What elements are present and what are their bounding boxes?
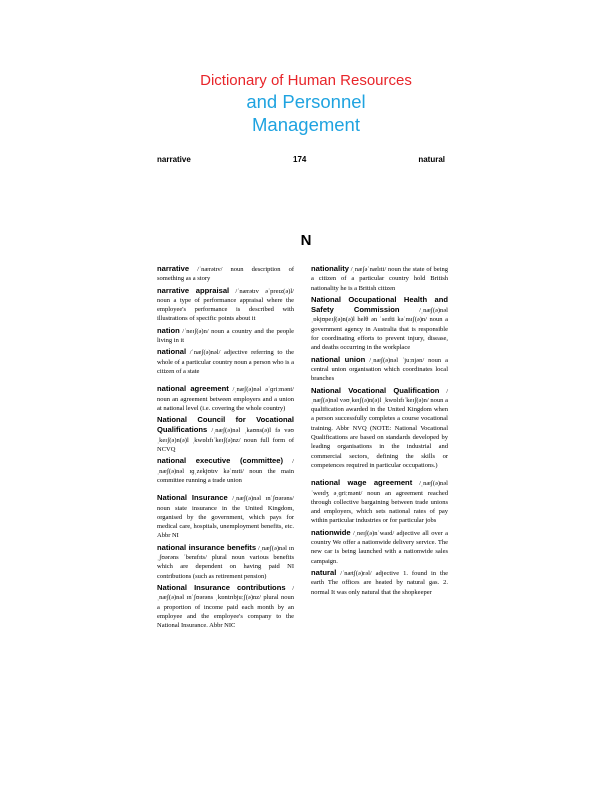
title-line-1: Dictionary of Human Resources bbox=[200, 72, 412, 89]
dictionary-entry bbox=[311, 478, 448, 525]
entry-headword: national union bbox=[311, 354, 366, 364]
entry-definition: /ˌnæʃəˈnælɪti/ noun the state of being a citizen of a particular country hold British nationality he is a British citizen bbox=[311, 266, 448, 292]
entry-headword: National Insurance contributions bbox=[157, 582, 286, 592]
entry-definition: /ˌnæʃ(ə)nəl ɪɡˌzekjʊtɪv kəˈmɪti/ noun the main committee running a trade union bbox=[157, 458, 294, 484]
dictionary-entry bbox=[157, 583, 294, 630]
dictionary-entry bbox=[157, 543, 294, 581]
entry-definition: /ˈnætʃ(ə)rəl/ adjective 1. found in the earth The offices are heated by natural gas. 2. normal It was only natural that the shopkeeper bbox=[311, 569, 448, 596]
dictionary-entry bbox=[311, 355, 448, 384]
entry-definition: /ˌnæʃ(ə)nəl vəʊˌkeɪʃ(ə)n(ə)l ˌkwɒlɪfɪˈkeɪʃ(ə)n/ noun a qualification awarded in the United Kingdom when a person successfully completes a course vocational training. Abbr NVQ (NOTE: National Vocational Qualifications are based on standards developed by leading organisations in the industrial and commercial sectors, defining the skills or competences required in particular occupations.) bbox=[311, 387, 448, 469]
entry-headword: national agreement bbox=[157, 384, 229, 394]
dictionary-entry bbox=[157, 286, 294, 324]
right-column bbox=[311, 264, 448, 599]
dictionary-entry bbox=[157, 264, 294, 284]
dictionary-entry bbox=[157, 347, 294, 376]
page-number: 174 bbox=[293, 155, 307, 164]
entry-headword: national bbox=[157, 347, 187, 357]
book-title bbox=[0, 72, 612, 136]
dictionary-entry bbox=[311, 568, 448, 597]
entry-definition: /ˌnæʃ(ə)nəl ˈjuːnjən/ noun a central union organisation which coordinates local branches bbox=[311, 356, 448, 383]
running-header bbox=[157, 155, 445, 167]
entry-definition: /ˌneɪʃ(ə)nˈwaɪd/ adjective all over a country We offer a nationwide delivery service. The new car is being launched with a nationwide sales campaign. bbox=[311, 529, 448, 565]
entry-definition: /ˌnæʃ(ə)nəl ˌɒkjʊpeɪʃ(ə)n(ə)l helθ ən ˈseɪfti kəˈmɪʃ(ə)n/ noun a government agency in Australia that is responsible for coordinating efforts to prevent injury, disease, and deaths occurring in the workplace bbox=[311, 307, 448, 352]
dictionary-entry bbox=[311, 264, 448, 293]
dictionary-entry bbox=[157, 415, 294, 454]
entry-headword: narrative appraisal bbox=[157, 285, 230, 295]
entry-definition: /ˌnæʃ(ə)nəl ɪnˌʃʊərəns ˈbenɪfɪts/ plural noun various benefits which are dependent on having paid NI contributions (such as retirement pension) bbox=[157, 544, 294, 580]
entry-definition: /ˈneɪʃ(ə)n/ noun a country and the people living in it bbox=[157, 327, 294, 345]
entry-definition: /ˌnæʃ(ə)nəl ˌkaʊns(ə)l fə vəʊˌkeɪʃ(ə)n(ə)l ˌkwɒlɪfɪˈkeɪʃ(ə)nz/ noun full form of NCVQ bbox=[157, 427, 294, 454]
entry-headword: nationwide bbox=[311, 527, 351, 537]
entry-headword: nationality bbox=[311, 264, 349, 273]
dictionary-entry bbox=[157, 384, 294, 413]
dictionary-entry bbox=[157, 326, 294, 346]
dictionary-entry bbox=[157, 493, 294, 540]
title-line-3: Management bbox=[252, 114, 360, 135]
header-last-word: natural bbox=[418, 155, 445, 164]
entry-headword: National Council for Vocational Qualifications bbox=[157, 415, 294, 435]
section-letter: N bbox=[300, 232, 312, 249]
entry-headword: national wage agreement bbox=[311, 478, 413, 488]
entry-headword: narrative bbox=[157, 264, 190, 273]
left-column bbox=[157, 264, 294, 632]
entry-definition: /ˌnæʃ(ə)nəl ɪnˈʃʊərəns/ noun state insurance in the United Kingdom, organised by the government, which pays for medical care, hospitals, unemployment benefits, etc. Abbr NI bbox=[157, 495, 294, 540]
entry-headword: nation bbox=[157, 325, 180, 335]
dictionary-entry bbox=[311, 528, 448, 566]
entry-headword: natural bbox=[311, 567, 337, 577]
entry-headword: National Occupational Health and Safety Commission bbox=[311, 294, 448, 315]
entry-definition: /ˈnærətɪv əˈpreɪz(ə)l/ noun a type of performance appraisal where the employee's performance is described with illustrations of specific points about it bbox=[157, 287, 294, 323]
header-first-word: narrative bbox=[157, 155, 191, 164]
entry-definition: /ˈnærətɪv/ noun description of something as a story bbox=[157, 266, 294, 283]
entry-definition: /ˌnæʃ(ə)nəl əˈɡriːmənt/ noun an agreement between employers and a union at national level (i.e. covering the whole country) bbox=[157, 386, 294, 412]
entry-headword: National Insurance bbox=[157, 493, 228, 503]
title-line-2: and Personnel bbox=[246, 91, 366, 112]
entry-headword: National Vocational Qualification bbox=[311, 385, 440, 395]
dictionary-entry bbox=[157, 456, 294, 485]
entry-definition: /ˌnæʃ(ə)nəl ˈweɪdʒ əˌɡriːmənt/ noun an agreement reached through collective bargaining between trade unions and employers, which sets national rates of pay within particular industries or for particular jobs bbox=[311, 480, 448, 525]
dictionary-entry bbox=[311, 386, 448, 471]
entry-definition: /ˈnæʃ(ə)nəl/ adjective referring to the whole of a particular country noun a person who is a citizen of a state bbox=[157, 349, 294, 375]
entry-definition: /ˌnæʃ(ə)nəl ɪnˈʃʊərəns ˌkɒntrɪbjuːʃ(ə)nz/ plural noun a proportion of income paid each month by an employee and the employee's company to the National Insurance. Abbr NIC bbox=[157, 584, 294, 630]
dictionary-entry bbox=[311, 295, 448, 353]
entry-headword: national executive (committee) bbox=[157, 456, 284, 466]
entry-headword: national insurance benefits bbox=[157, 542, 257, 552]
